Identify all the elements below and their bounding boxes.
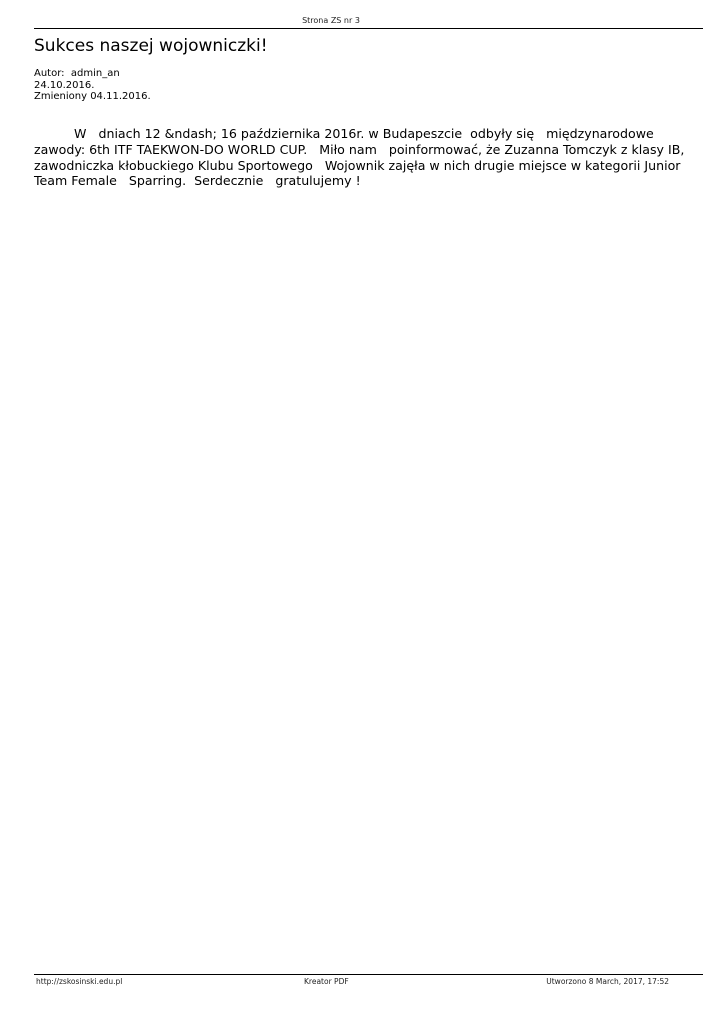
footer-url: http://zskosinski.edu.pl bbox=[36, 977, 123, 986]
modified-date: Zmieniony 04.11.2016. bbox=[34, 91, 151, 102]
footer-divider bbox=[34, 974, 703, 975]
footer-created: Utworzono 8 March, 2017, 17:52 bbox=[546, 977, 669, 986]
header-divider bbox=[34, 28, 703, 29]
article-meta bbox=[34, 68, 151, 103]
footer-generator: Kreator PDF bbox=[304, 977, 349, 986]
author-line: Autor: admin_an bbox=[34, 68, 120, 79]
article-title: Sukces naszej wojowniczki! bbox=[34, 36, 268, 56]
page-number-label: Strona ZS nr 3 bbox=[302, 16, 360, 25]
created-date: 24.10.2016. bbox=[34, 79, 95, 91]
article-body: W dniach 12 &ndash; 16 października 2016r. w Budapeszcie odbyły się międzynarodowe zawody: 6th ITF TAEKWON-DO WORLD CUP. Miło nam poinformować, że Zuzanna Tomczyk z klasy IB, zawodniczka kłobuckiego Klubu Sportowego Wojownik zajęła w nich drugie miejsce w kategorii Junior Team Female Sparring. Serdecznie gratulujemy ! bbox=[34, 126, 689, 189]
